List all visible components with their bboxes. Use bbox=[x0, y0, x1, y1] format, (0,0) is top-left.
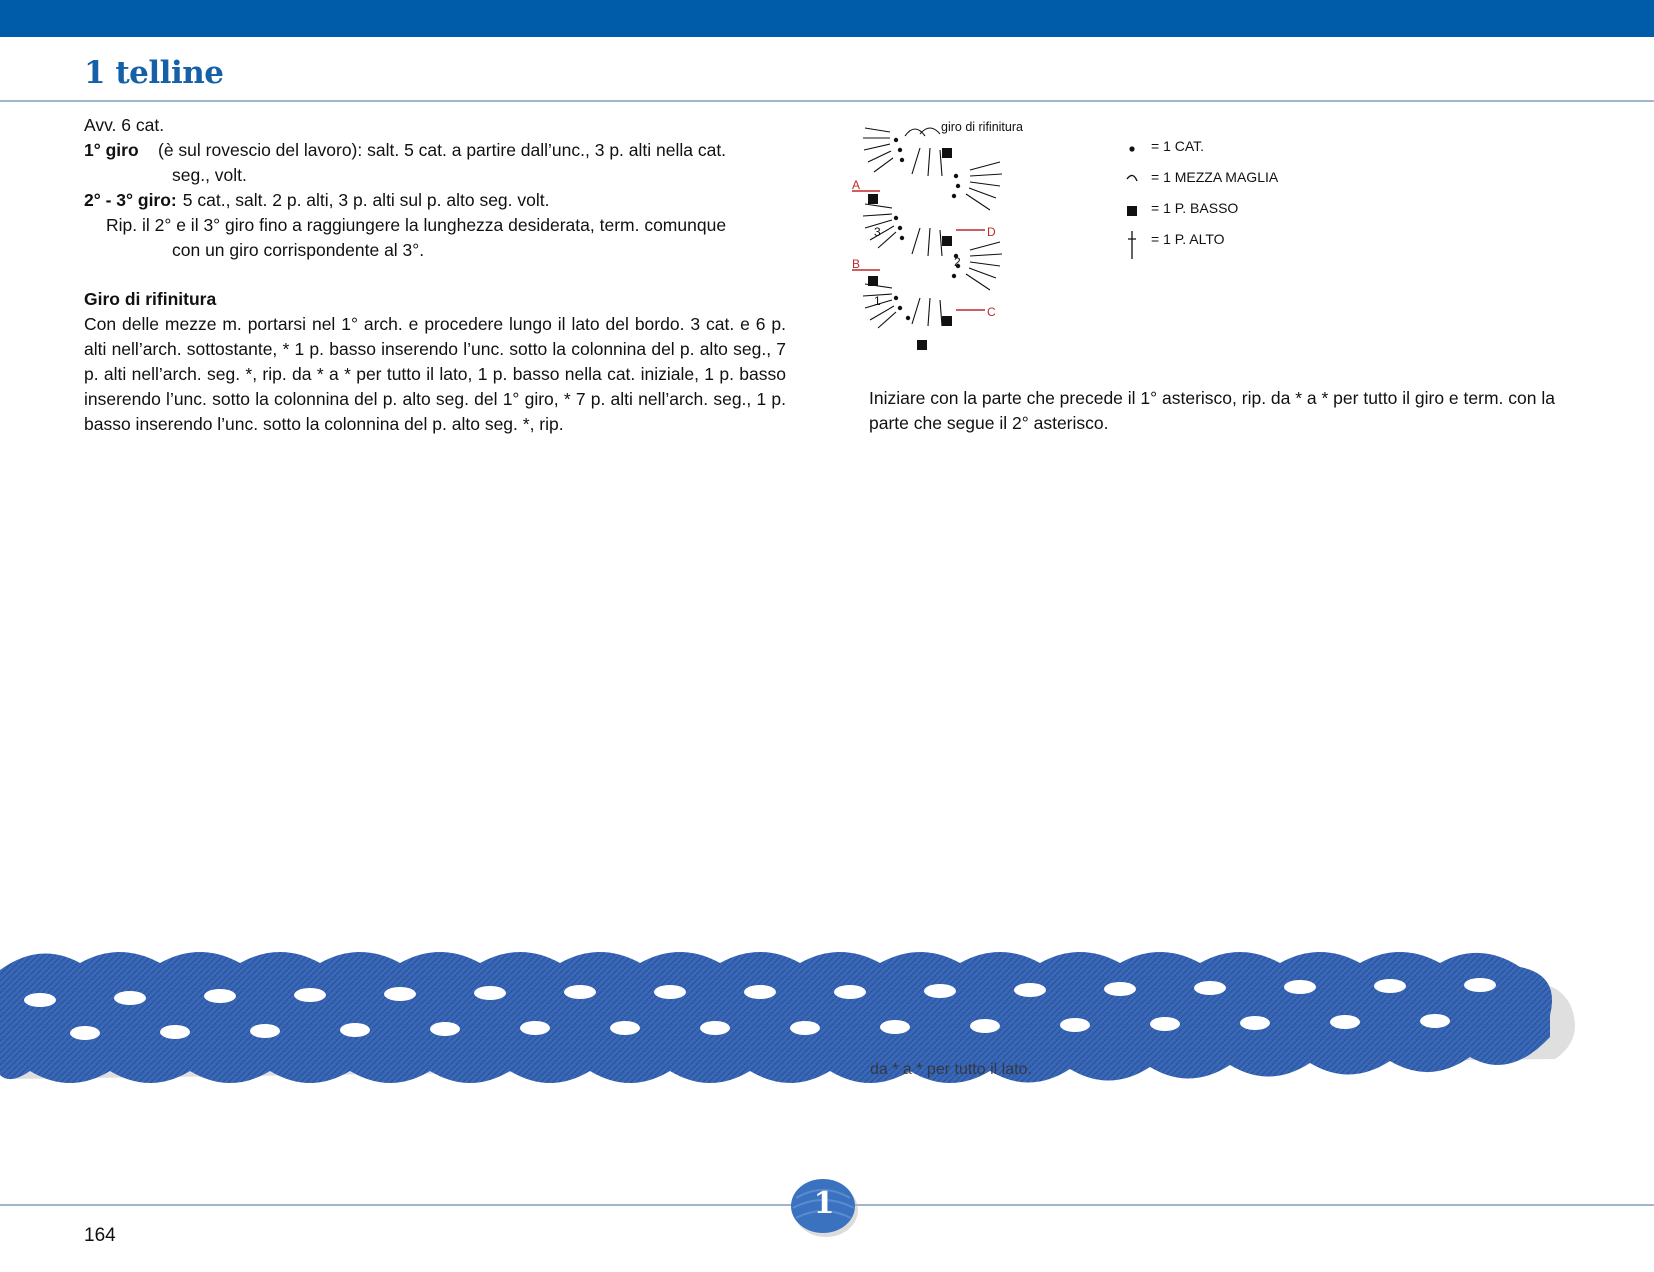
start-line: Avv. 6 cat. bbox=[84, 115, 165, 135]
instructions-column bbox=[84, 113, 786, 437]
legend-label: = 1 P. BASSO bbox=[1151, 200, 1239, 216]
finish-heading: Giro di rifinitura bbox=[84, 289, 217, 309]
chart-stitches bbox=[863, 128, 1002, 328]
chain-dots bbox=[894, 138, 960, 320]
inner-lines bbox=[912, 228, 942, 256]
inner-lines bbox=[912, 298, 942, 326]
shell-lines bbox=[966, 162, 1002, 210]
row-number-3: 3 bbox=[874, 225, 881, 239]
round-2-3-label: 2° - 3° giro: bbox=[84, 190, 177, 210]
round-note: Iniziare con la parte che precede il 1° asterisco, rip. da * a * per tutto il giro e term. con la parte che segue il 2° asterisco. bbox=[869, 388, 1555, 433]
round-1 bbox=[84, 138, 786, 163]
round-2-3-text: 5 cat., salt. 2 p. alti, 3 p. alti sul p. alto seg. volt. bbox=[182, 190, 550, 210]
note-column bbox=[869, 386, 1569, 436]
legend-label: = 1 CAT. bbox=[1151, 138, 1205, 154]
dot-icon bbox=[1125, 138, 1151, 156]
crochet-chart bbox=[852, 118, 1090, 368]
marker-b: B bbox=[852, 257, 861, 271]
legend-label: = 1 P. ALTO bbox=[1151, 231, 1225, 247]
legend-label: = 1 MEZZA MAGLIA bbox=[1151, 169, 1279, 185]
start-marker-lines bbox=[852, 191, 985, 310]
crochet-trim-photo bbox=[0, 945, 1580, 1125]
round-2-3 bbox=[84, 188, 786, 213]
row-number-1: 1 bbox=[874, 294, 881, 308]
arc-icon bbox=[1125, 169, 1151, 187]
trim-body bbox=[0, 952, 1552, 1083]
shell-lines bbox=[863, 128, 893, 172]
shell-lines bbox=[966, 242, 1002, 290]
inner-lines bbox=[912, 148, 942, 176]
cross-icon bbox=[1125, 231, 1151, 249]
legend-item-chain bbox=[1125, 138, 1278, 169]
square-icon bbox=[1125, 200, 1151, 218]
page-title: 1 telline bbox=[84, 55, 224, 91]
page-number: 164 bbox=[84, 1225, 116, 1246]
marker-c: C bbox=[987, 305, 996, 319]
row-number-2: 2 bbox=[954, 255, 961, 269]
chart-top-label: giro di rifinitura bbox=[941, 120, 1023, 134]
chart-markers bbox=[852, 191, 985, 310]
single-crochet-squares bbox=[868, 148, 952, 350]
round-1-continuation: seg., volt. bbox=[172, 165, 247, 185]
marker-d: D bbox=[987, 225, 996, 239]
chart-legend bbox=[1125, 138, 1278, 262]
legend-item-single-crochet bbox=[1125, 200, 1278, 231]
photo-caption: da * a * per tutto il lato. bbox=[870, 1061, 1032, 1078]
top-color-bar bbox=[0, 0, 1654, 37]
marker-a: A bbox=[852, 178, 861, 192]
legend-item-slip-stitch bbox=[1125, 169, 1278, 200]
round-1-label: 1° giro bbox=[84, 140, 139, 160]
repeat-line-1: Rip. il 2° e il 3° giro fino a raggiungere la lunghezza desiderata, term. comunque bbox=[106, 215, 727, 235]
badge-number: 1 bbox=[813, 1186, 835, 1221]
round-1-text: (è sul rovescio del lavoro): salt. 5 cat. a partire dall’unc., 3 p. alti nella cat. bbox=[158, 140, 727, 160]
title-divider bbox=[0, 100, 1654, 102]
finish-arcs bbox=[905, 128, 940, 136]
repeat-line-2: con un giro corrispondente al 3°. bbox=[172, 240, 425, 260]
finish-text: Con delle mezze m. portarsi nel 1° arch. e procedere lungo il lato del bordo. 3 cat. e 6 p. alti nell’arch. sottostante, * 1 p. basso inserendo l’unc. sotto la colonnina del p. alto seg., 7 p. alti nell’arch. seg. *, rip. da * a * per tutto il lato, 1 p. basso nella cat. iniziale, 1 p. basso inserendo l’unc. sotto la colonnina del p. alto seg. del 1° giro, * 7 p. alti nell’arch. seg., 1 p. basso inserendo l’unc. sotto la colonnina del p. alto seg. *, rip. bbox=[84, 314, 786, 434]
legend-item-double-crochet bbox=[1125, 231, 1278, 262]
